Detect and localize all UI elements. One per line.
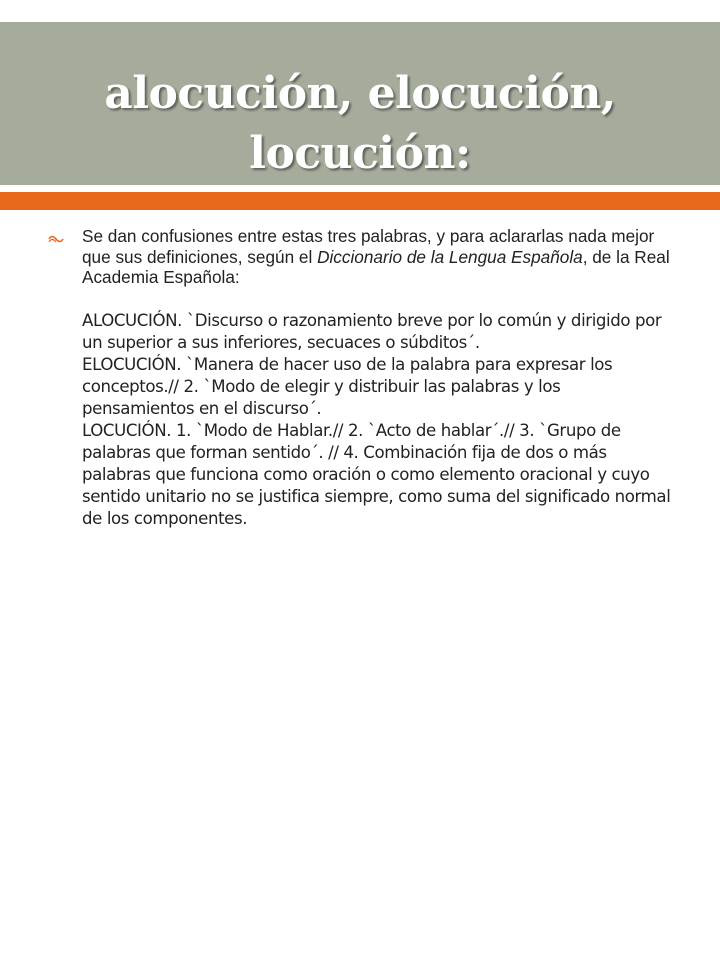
intro-paragraph [82, 226, 673, 288]
definitions [82, 310, 673, 530]
bullet-text [82, 226, 673, 530]
slide-content [48, 226, 673, 530]
slide-title: alocución, elocución, locución: [104, 68, 616, 179]
bullet-icon [48, 234, 64, 244]
definition-elocucion: ELOCUCIÓN. `Manera de hacer uso de la palabra para expresar los conceptos.// 2. `Modo de elegir y distribuir las palabras y los pensamientos en el discurso´. [82, 354, 613, 418]
dictionary-title: Diccionario de la Lengua Española [317, 246, 583, 267]
definition-locucion: LOCUCIÓN. 1. `Modo de Hablar.// 2. `Acto de hablar´.// 3. `Grupo de palabras que forman sentido´. // 4. Combinación fija de dos o más palabras que funciona como oración o como elemento oracional y cuyo sentido unitario no se justifica siempre, como suma del significado normal de los componentes. [82, 420, 671, 528]
accent-bar [0, 192, 720, 210]
intro-tail: , de la Real Academia Española: [82, 246, 670, 288]
definition-alocucion: ALOCUCIÓN. `Discurso o razonamiento breve por lo común y dirigido por un superior a sus inferiores, secuaces o súbditos´. [82, 310, 662, 352]
intro-lead: Se dan confusiones entre estas tres palabras, y para aclararlas nada mejor que sus definiciones, según el [82, 226, 655, 267]
